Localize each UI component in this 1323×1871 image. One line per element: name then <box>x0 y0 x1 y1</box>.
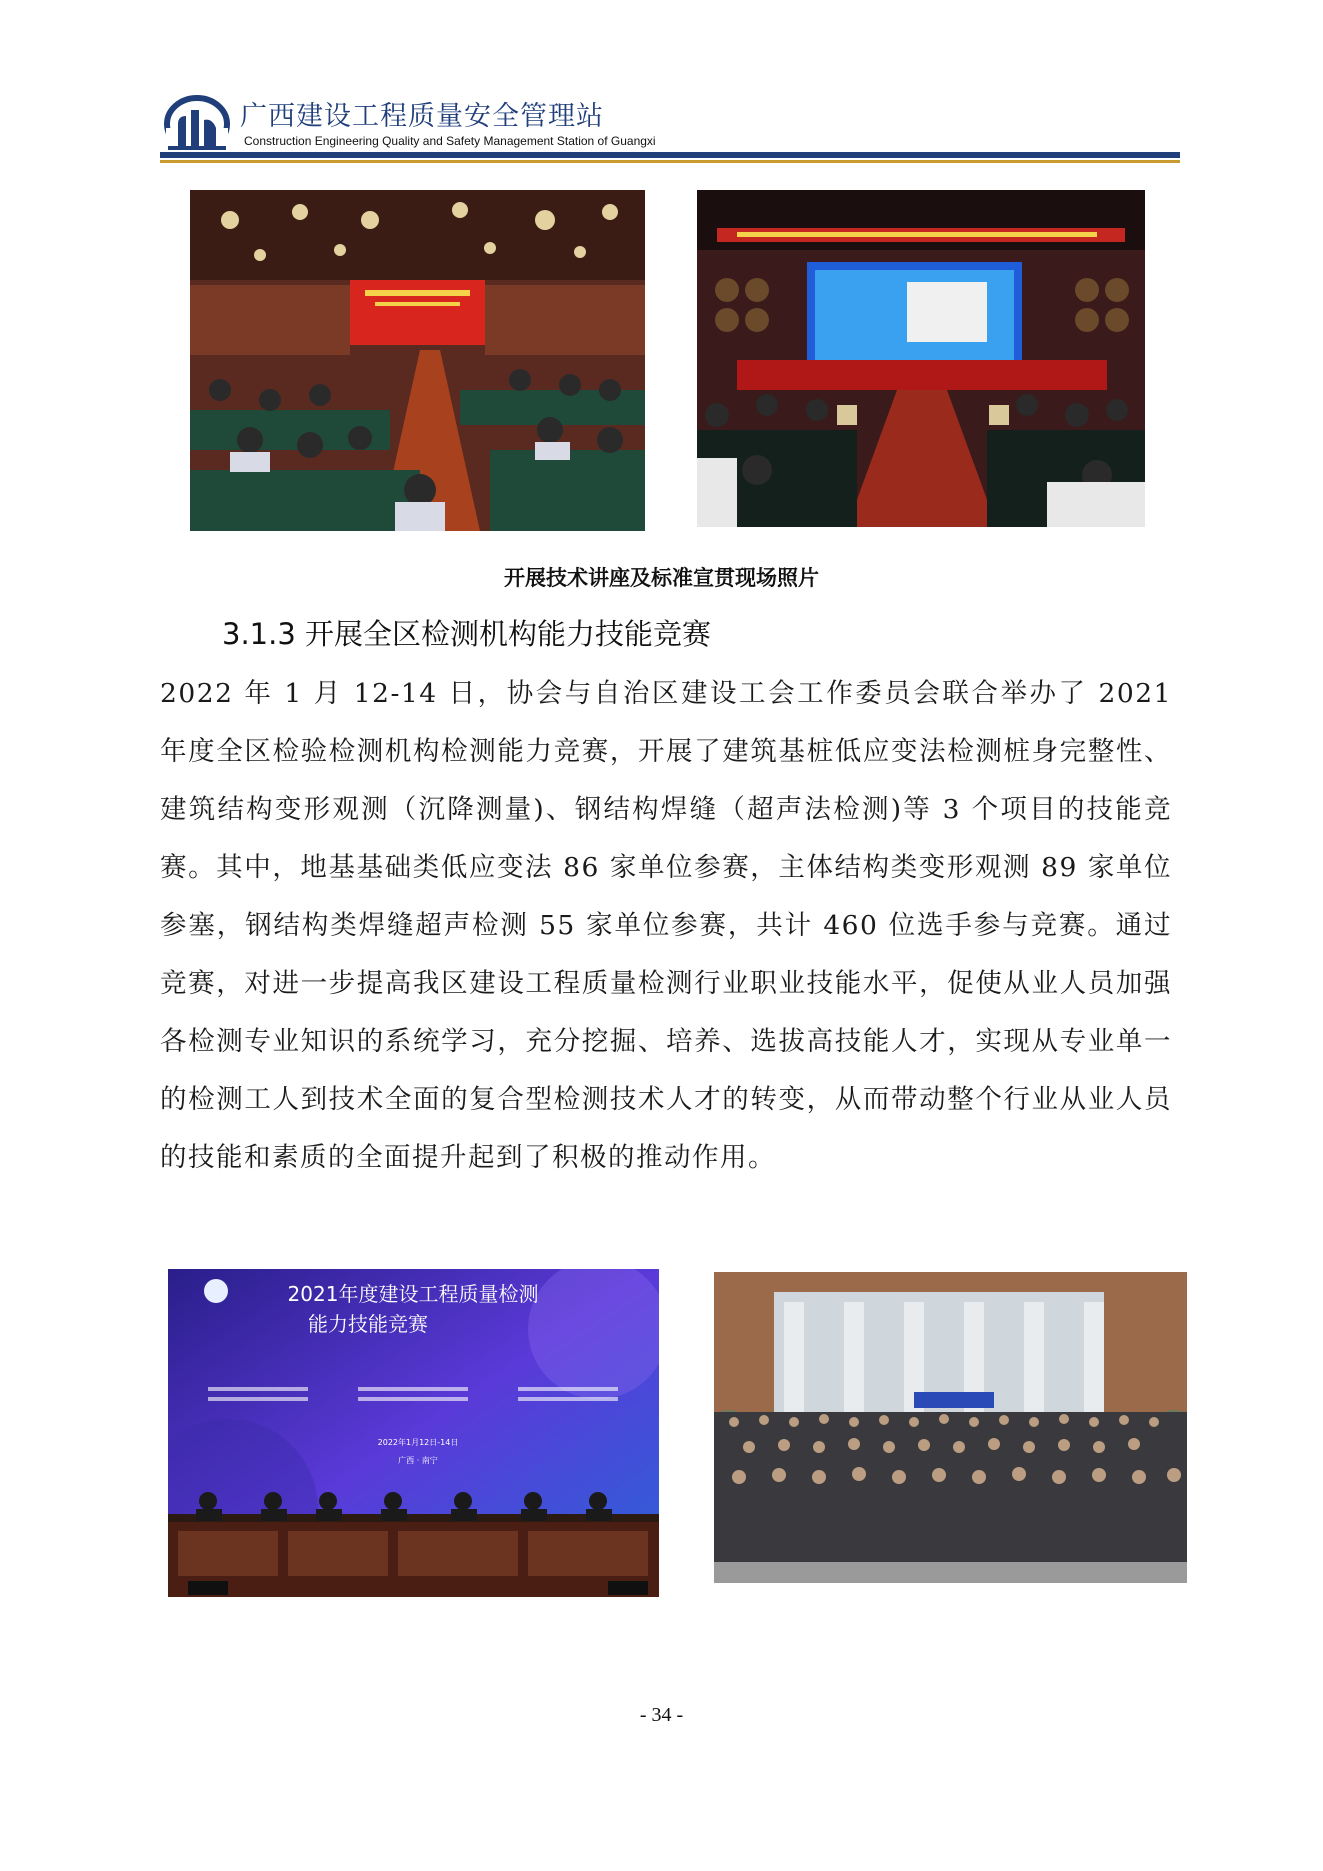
banner-title-line1: 2021年度建设工程质量检测 <box>287 1282 539 1306</box>
page-header <box>160 92 1180 167</box>
presentation-screen-photo <box>697 190 1145 527</box>
section-title-text: 开展全区检测机构能力技能竞赛 <box>305 617 712 651</box>
banner-date: 2022年1月12日-14日 <box>377 1438 459 1447</box>
competition-banner-photo <box>168 1269 659 1597</box>
banner-title-line2: 能力技能竞赛 <box>308 1312 428 1336</box>
photo-caption: 开展技术讲座及标准宣贯现场照片 <box>504 566 819 590</box>
org-name-en: Construction Engineering Quality and Safety Management Station of Guangxi <box>244 134 656 148</box>
org-name-cn: 广西建设工程质量安全管理站 <box>240 101 604 132</box>
lecture-hall-photo <box>190 190 645 531</box>
section-heading <box>222 612 711 653</box>
station-logo-icon <box>164 94 230 152</box>
page-number: - 34 - <box>639 1704 684 1726</box>
group-photo <box>714 1272 1187 1583</box>
header-rule-gold <box>160 160 1180 163</box>
header-rule-blue <box>160 152 1180 158</box>
section-number: 3.1.3 <box>222 617 296 651</box>
section-paragraph <box>160 665 1172 1187</box>
banner-place: 广西 · 南宁 <box>398 1456 438 1465</box>
paragraph-text: 2022 年 1 月 12-14 日，协会与自治区建设工会工作委员会联合举办了 2021 年度全区检验检测机构检测能力竞赛，开展了建筑基桩低应变法检测桩身完整性、建筑结构变形观测（沉降测量)、钢结构焊缝（超声法检测)等 3 个项目的技能竞赛。其中，地基基础类低应变法 86 家单位参赛，主体结构类变形观测 89 家单位参塞，钢结构类焊缝超声检测 55 家单位参赛，共计 460 位选手参与竞赛。通过竞赛，对进一步提高我区建设工程质量检测行业职业技能水平，促使从业人员加强各检测专业知识的系统学习，充分挖掘、培养、选拔高技能人才，实现从专业单一的检测工人到技术全面的复合型检测技术人才的转变，从而带动整个行业从业人员的技能和素质的全面提升起到了积极的推动作用。 <box>160 678 1172 1173</box>
